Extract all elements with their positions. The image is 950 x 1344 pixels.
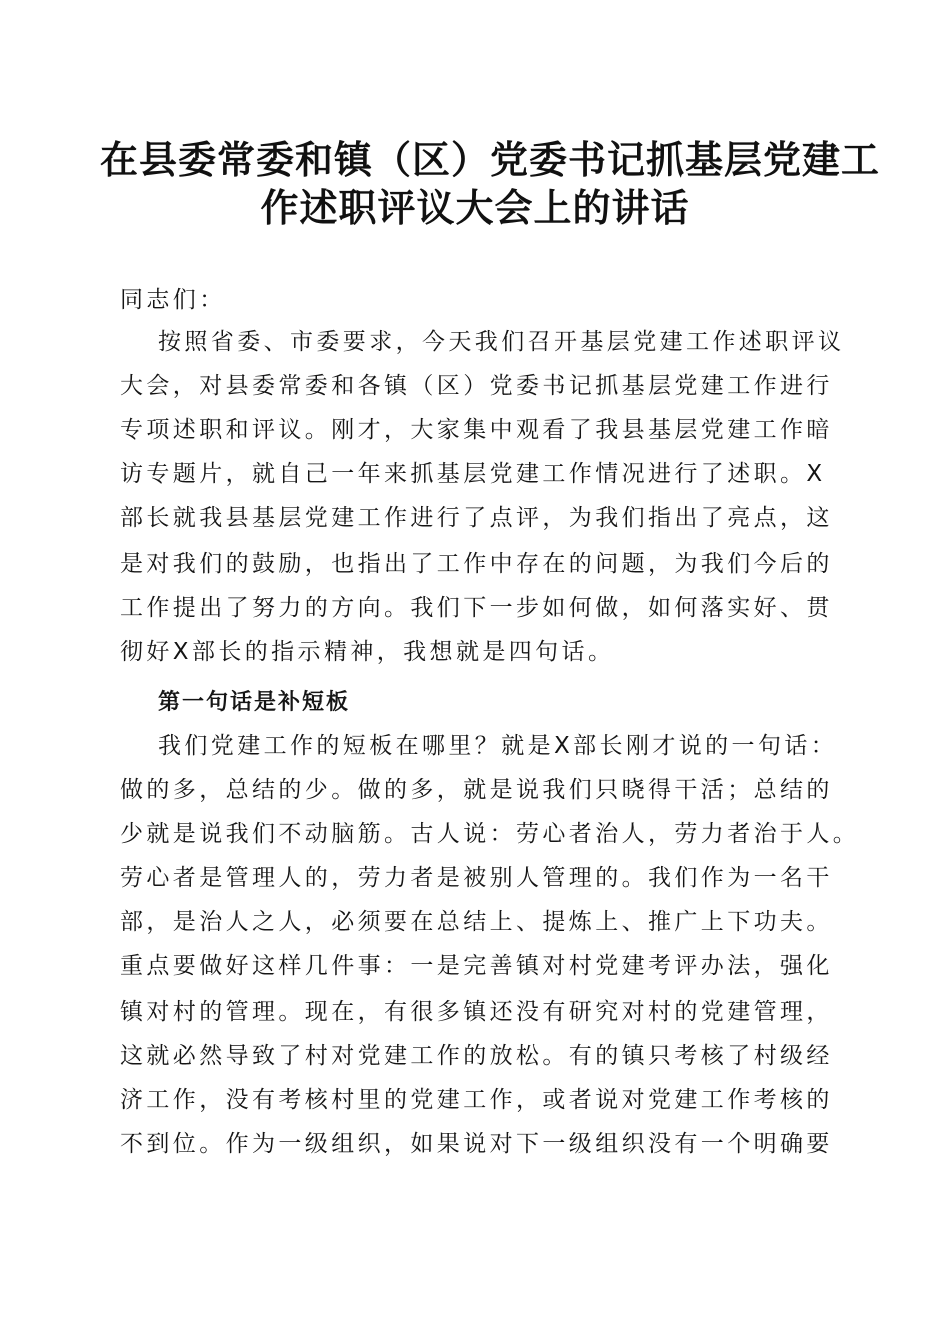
paragraph-1-line-1: 按照省委、市委要求，今天我们召开基层党建工作述职评议 — [158, 329, 845, 355]
paragraph-2-line-9: 济工作，没有考核村里的党建工作，或者说对党建工作考核的 — [120, 1087, 833, 1113]
paragraph-1-line-5: 部长就我县基层党建工作进行了点评，为我们指出了亮点，这 — [120, 505, 833, 531]
paragraph-2-line-5: 部，是治人之人，必须要在总结上、提炼上、推广上下功夫。 — [120, 909, 833, 935]
salutation: 同志们： — [120, 287, 226, 313]
paragraph-2-line-3: 少就是说我们不动脑筋。古人说：劳心者治人，劳力者治于人。 — [120, 821, 860, 847]
paragraph-1-line-4: 访专题片，就自己一年来抓基层党建工作情况进行了述职。X — [120, 461, 826, 487]
paragraph-2-line-10: 不到位。作为一级组织，如果说对下一级组织没有一个明确要 — [120, 1131, 833, 1157]
paragraph-2-line-6: 重点要做好这样几件事：一是完善镇对村党建考评办法，强化 — [120, 953, 833, 979]
paragraph-2-line-2: 做的多，总结的少。做的多，就是说我们只晓得干活；总结的 — [120, 777, 833, 803]
paragraph-1-line-8: 彻好X部长的指示精神，我想就是四句话。 — [120, 639, 615, 665]
paragraph-1-line-2: 大会，对县委常委和各镇（区）党委书记抓基层党建工作进行 — [120, 373, 833, 399]
paragraph-1-line-7: 工作提出了努力的方向。我们下一步如何做，如何落实好、贯 — [120, 595, 833, 621]
paragraph-1-line-6: 是对我们的鼓励，也指出了工作中存在的问题，为我们今后的 — [120, 551, 833, 577]
paragraph-2-line-1: 我们党建工作的短板在哪里？就是X部长刚才说的一句话： — [158, 733, 838, 759]
document-title-line-2: 作述职评议大会上的讲话 — [260, 185, 690, 230]
paragraph-1-line-3: 专项述职和评议。刚才，大家集中观看了我县基层党建工作暗 — [120, 417, 833, 443]
paragraph-2-line-4: 劳心者是管理人的，劳力者是被别人管理的。我们作为一名干 — [120, 865, 833, 891]
section-1-heading: 第一句话是补短板 — [158, 689, 351, 715]
document-title-line-1: 在县委常委和镇（区）党委书记抓基层党建工 — [100, 137, 881, 182]
paragraph-2-line-8: 这就必然导致了村对党建工作的放松。有的镇只考核了村级经 — [120, 1043, 833, 1069]
paragraph-2-line-7: 镇对村的管理。现在，有很多镇还没有研究对村的党建管理， — [120, 999, 833, 1025]
